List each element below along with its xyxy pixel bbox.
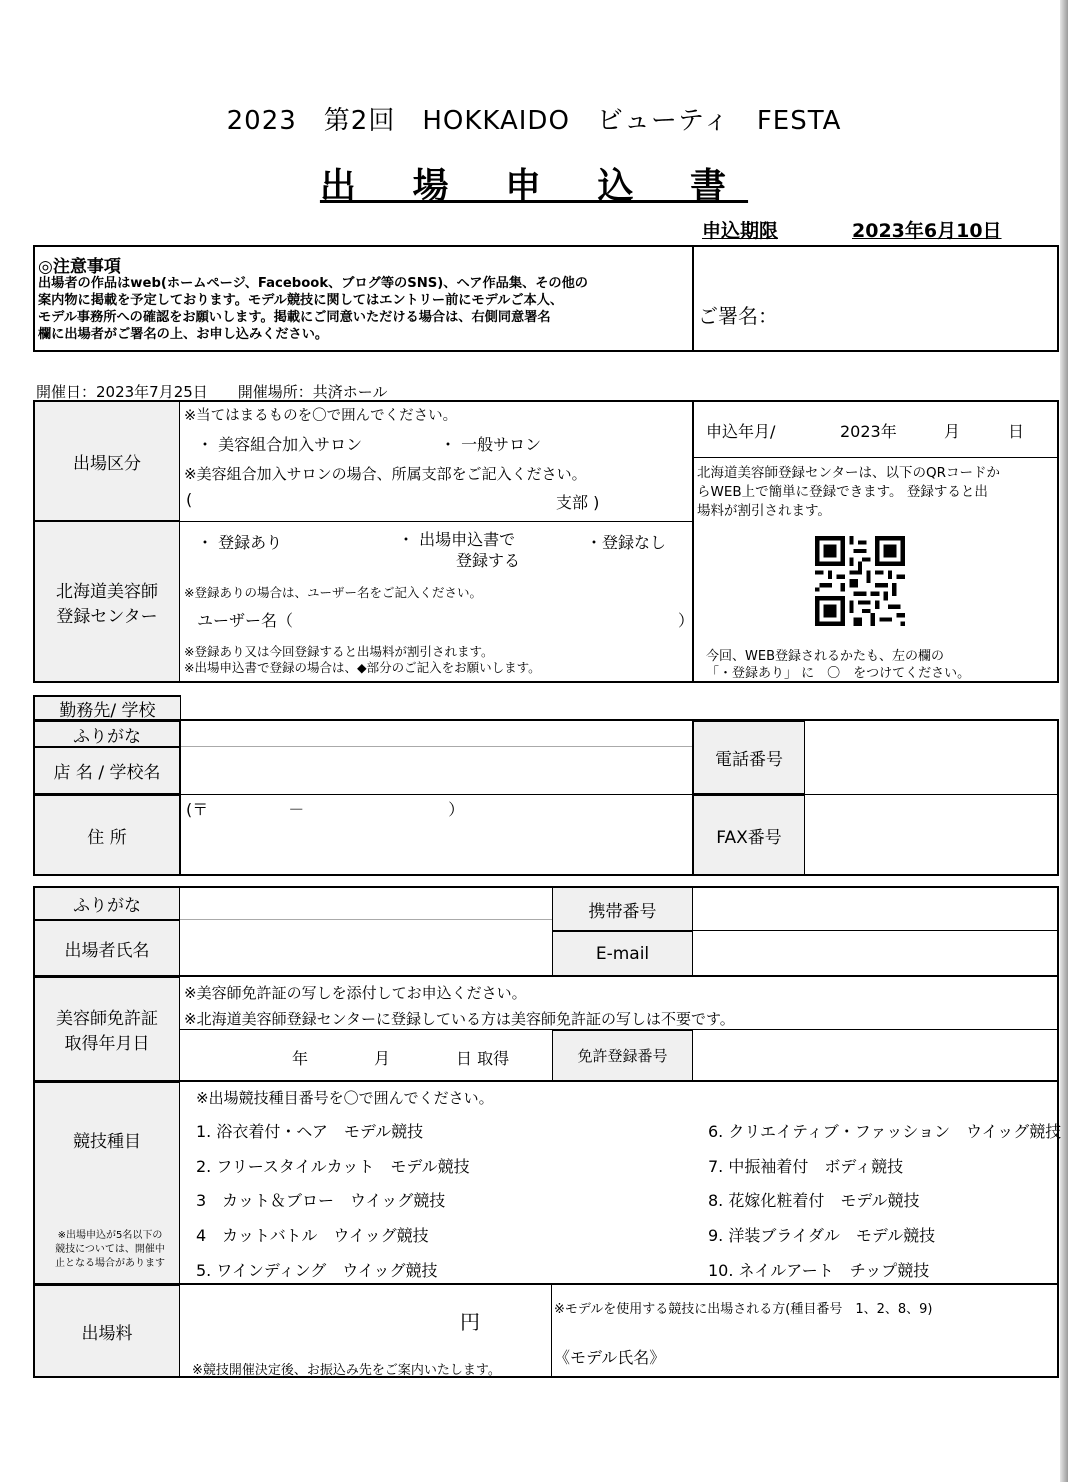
license-label-line1: 美容師免許証 [56,1009,158,1029]
apply-date-year[interactable]: 2023年 [840,422,897,441]
license-month[interactable]: 月 [374,1049,391,1068]
notice-line-4: 欄に出場者がご署名の上、お申し込みください。 [38,327,329,342]
address-input[interactable] [182,820,690,872]
mobile-label: 携帯番号 [552,887,693,931]
divider [33,1080,1059,1082]
divider [180,521,693,522]
divider [551,1284,552,1377]
event-2[interactable]: 2. フリースタイルカット モデル競技 [196,1157,470,1176]
registration-footnote-1: ※登録あり又は今回登録すると出場料が割引されます。 [184,644,494,659]
notice-line-1: 出場者の作品はweb(ホームページ、Facebook、ブログ等のSNS)、ヘア作品集、その他の [38,276,588,291]
postal-code: (〒 － ） [186,800,465,819]
username-label: ユーザー名（ [197,611,294,630]
notice-line-2: 案内物に掲載を予定しております。モデル競技に関してはエントリー前にモデルご本人、 [38,293,564,308]
events-label: 競技種目 [34,1082,180,1284]
page-edge-shadow [1060,0,1068,1482]
license-year[interactable]: 年 [292,1049,309,1068]
divider [33,1283,1059,1285]
option-register-with-form-line2: 登録する [456,551,521,570]
category-label: 出場区分 [34,401,180,521]
qr-code[interactable] [812,536,908,626]
email-input[interactable] [695,933,1055,973]
license-number-label: 免許登録番号 [552,1030,693,1081]
fee-yen: 円 [460,1310,480,1334]
qr-bottom-line-1: 今回、WEB登録されるかたも、左の欄の [706,649,944,664]
model-note: ※モデルを使用する競技に出場される方(種目番号 1、2、8、9) [554,1302,933,1317]
events-side-note-1: ※出場申込が5名以下の [57,1230,163,1241]
branch-input[interactable] [200,488,550,512]
username-close: ） [678,611,695,630]
registration-footnote-2: ※出場申込書で登録の場合は、◆部分のご記入をお願いします。 [184,660,541,675]
license-label [34,977,180,1081]
model-name-input[interactable] [680,1340,1050,1370]
divider [692,400,694,683]
qr-info-line-2: らWEB上で簡単に登録できます。 登録すると出 [697,484,988,500]
email-label: E-mail [552,931,693,976]
phone-input[interactable] [806,722,1056,792]
event-info: 開催日：2023年7月25日 開催場所：共済ホール [36,383,388,401]
divider [180,919,552,920]
branch-note: ※美容組合加入サロンの場合、所属支部をご記入ください。 [184,465,587,483]
qr-info-line-3: 場料が割引されます。 [697,503,831,519]
contestant-furigana-label: ふりがな [34,887,180,920]
divider [180,746,693,747]
registration-label-line2: 登録センター [56,606,158,627]
address-label: 住 所 [34,795,180,875]
event-8[interactable]: 8. 花嫁化粧着付 モデル競技 [708,1191,920,1210]
event-title: 2023 第2回 HOKKAIDO ビューティ FESTA [226,106,842,136]
event-9[interactable]: 9. 洋装ブライダル モデル競技 [708,1226,936,1245]
notice-line-3: モデル事務所への確認をお願いします。掲載にご同意いただける場合は、右側同意署名 [38,310,551,325]
registration-label-line1: 北海道美容師 [56,581,158,602]
signature-field[interactable] [780,290,1050,330]
workplace-label: 勤務先/ 学校 [33,695,181,721]
option-general-salon[interactable]: ・ 一般サロン [440,435,542,454]
signature-label: ご署名： [698,304,778,328]
event-5[interactable]: 5. ワインディング ウイッグ競技 [196,1261,438,1280]
events-side-note-2: 競技については、開催中 [55,1244,165,1255]
notice-heading: ◎注意事項 [38,257,121,277]
furigana-label: ふりがな [34,721,180,747]
shop-furigana-input[interactable] [182,722,690,745]
license-day[interactable]: 日 取得 [456,1049,510,1068]
fax-input[interactable] [806,797,1056,873]
fee-note: ※競技開催決定後、お振込み先をご案内いたします。 [192,1363,501,1378]
username-input[interactable] [300,606,670,630]
option-register-with-form[interactable]: ・ 出場申込書で [398,530,516,549]
event-10[interactable]: 10. ネイルアート チップ競技 [708,1261,930,1280]
contestant-name-label: 出場者氏名 [34,920,180,976]
option-not-registered[interactable]: ・登録なし [586,533,667,552]
event-4[interactable]: 4 カットバトル ウイッグ競技 [196,1226,429,1245]
deadline-value: 2023年6月10日 [852,220,1002,242]
deadline-label: 申込期限 [702,220,779,242]
apply-date-month[interactable]: 月 [944,422,961,441]
registration-label [34,521,180,682]
shop-name-label: 店 名 / 学校名 [34,747,180,794]
divider [693,457,1059,458]
event-7[interactable]: 7. 中振袖着付 ボディ競技 [708,1157,904,1176]
model-name-label: 《モデル氏名》 [554,1348,666,1367]
qr-info-line-1: 北海道美容師登録センターは、以下のQRコードか [697,465,1000,481]
divider [33,794,1059,795]
option-registered[interactable]: ・ 登録あり [197,533,283,552]
license-note-2: ※北海道美容師登録センターに登録している方は美容師免許証の写しは不要です。 [184,1010,735,1028]
event-1[interactable]: 1. 浴衣着付・ヘア モデル競技 [196,1122,424,1141]
license-note-1: ※美容師免許証の写しを添付してお申込ください。 [184,984,527,1002]
event-6[interactable]: 6. クリエイティブ・ファッション ウイッグ競技 [708,1122,1062,1141]
username-note: ※登録ありの場合は、ユーザー名をご記入ください。 [184,585,482,600]
form-title [0,158,1068,209]
branch-close: 支部 ) [556,493,600,512]
shop-name-input[interactable] [182,749,690,793]
notice-divider [692,245,694,352]
contestant-furigana-input[interactable] [182,888,550,918]
option-union-salon[interactable]: ・ 美容組合加入サロン [197,435,363,454]
license-number-input[interactable] [695,1032,1055,1078]
events-note: ※出場競技種目番号を〇で囲んでください。 [196,1089,494,1107]
event-3[interactable]: 3 カット＆ブロー ウイッグ競技 [196,1191,446,1210]
form-title-text: 出 場 申 込 書 [319,166,749,207]
fee-label: 出場料 [34,1285,180,1377]
divider [33,975,1059,977]
apply-date-day[interactable]: 日 [1008,422,1025,441]
contestant-name-input[interactable] [182,921,550,973]
branch-open: ( [186,490,193,509]
mobile-input[interactable] [695,888,1055,928]
divider [180,720,181,876]
license-label-line2: 取得年月日 [64,1034,150,1054]
events-side-note-3: 止となる場合があります [55,1258,165,1269]
fax-label: FAX番号 [693,795,805,875]
phone-label: 電話番号 [693,721,805,794]
qr-bottom-line-2: 「・登録あり」 に 〇 をつけてください。 [706,666,971,681]
apply-date-label: 申込年月/ [706,422,776,441]
category-note: ※当てはまるものを〇で囲んでください。 [184,408,458,424]
fee-input[interactable] [182,1290,452,1340]
divider [693,930,1059,931]
events-side-note [43,1229,177,1271]
